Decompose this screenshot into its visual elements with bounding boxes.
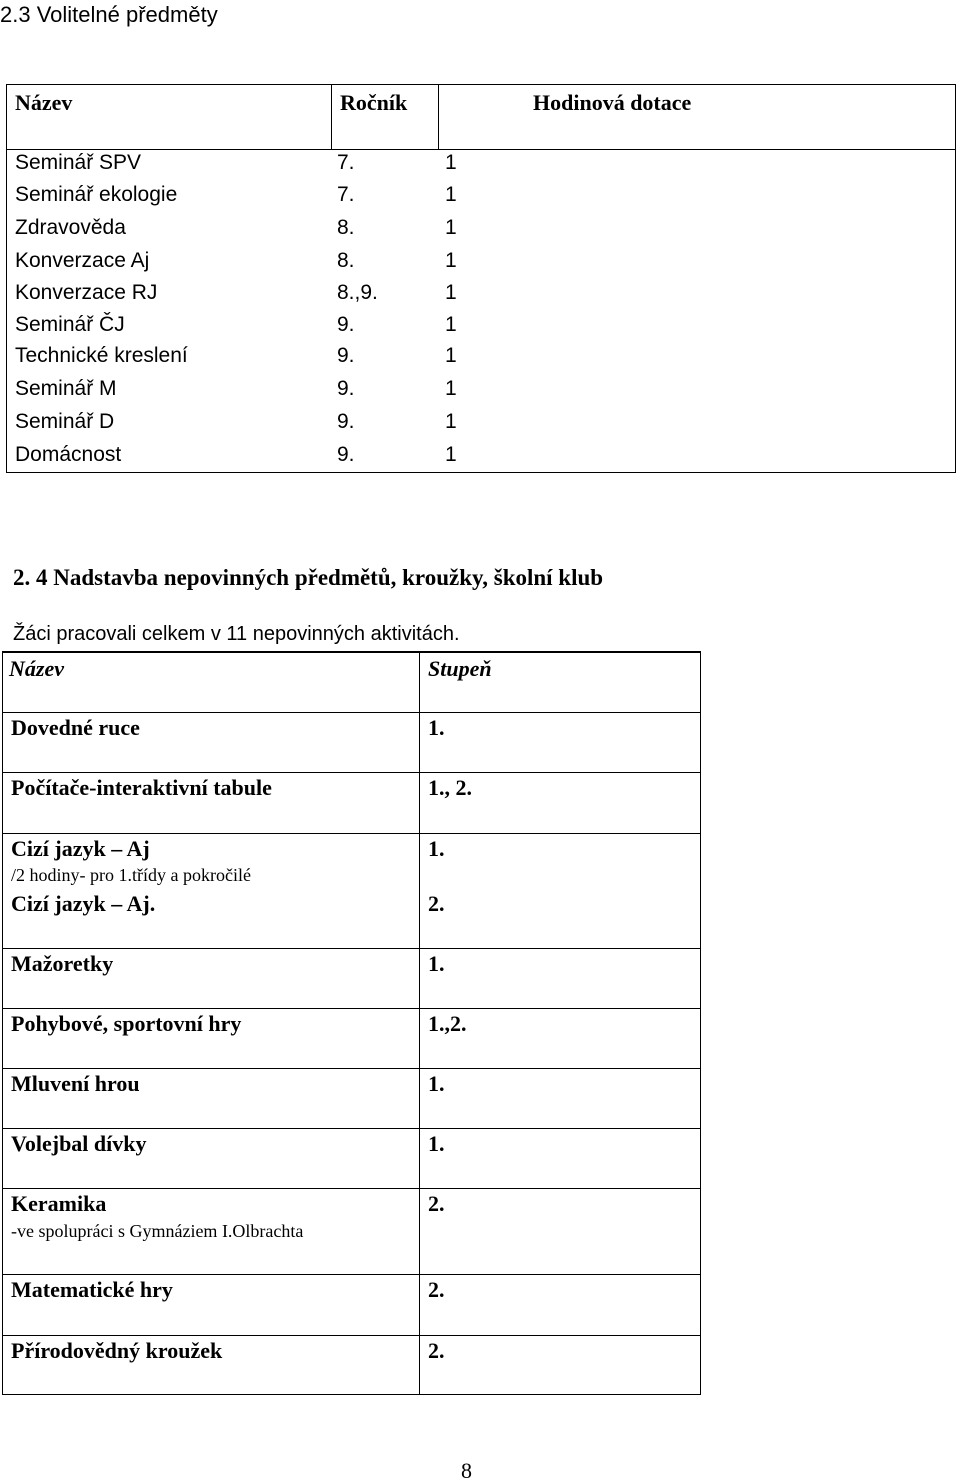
table-row (7, 249, 955, 282)
activity-stage: 1., 2. (428, 775, 472, 800)
subject-grade: 9. (337, 410, 355, 433)
activity-name: Počítače-interaktivní tabule (11, 775, 272, 800)
header-grade: Ročník (340, 90, 408, 115)
activity-stage: 2. (428, 1338, 445, 1363)
subject-name: Seminář SPV (15, 151, 142, 174)
activity-stage: 1.,2. (428, 1011, 467, 1036)
activity-stage: 1. (428, 1071, 445, 1096)
subject-name: Technické kreslení (15, 344, 188, 367)
subject-grade: 9. (337, 377, 355, 400)
activity-name: Matematické hry (11, 1277, 173, 1302)
table-row (3, 1188, 700, 1275)
subject-hours: 1 (445, 281, 457, 304)
subject-name: Zdravověda (15, 216, 126, 239)
subject-hours: 1 (445, 183, 457, 206)
table-row (3, 1274, 700, 1336)
subject-hours: 1 (445, 249, 457, 272)
activity-name: Volejbal dívky (11, 1131, 147, 1156)
activity-name: Cizí jazyk – Aj (11, 836, 150, 861)
subject-hours: 1 (445, 151, 457, 174)
subject-hours: 1 (445, 313, 457, 336)
subject-grade: 8.,9. (337, 281, 378, 304)
subject-grade: 8. (337, 216, 355, 239)
activity-stage: 2. (428, 1191, 445, 1216)
table-row (7, 443, 955, 476)
activity-name: Přírodovědný kroužek (11, 1338, 223, 1363)
activity-name-secondary: Cizí jazyk – Aj. (11, 891, 156, 916)
activity-stage-secondary: 2. (428, 891, 445, 916)
header-name: Název (9, 656, 64, 681)
page-number: 8 (461, 1458, 472, 1483)
header-name: Název (15, 90, 73, 115)
subject-hours: 1 (445, 410, 457, 433)
subject-name: Seminář D (15, 410, 115, 433)
activity-name: Mažoretky (11, 951, 114, 976)
activity-stage: 1. (428, 951, 445, 976)
table-row (3, 833, 700, 949)
table-row (7, 313, 955, 346)
activity-name: Mluvení hrou (11, 1071, 140, 1096)
table-row (7, 377, 955, 410)
column-divider (331, 85, 332, 149)
table-row (3, 772, 700, 834)
subject-name: Seminář ČJ (15, 313, 125, 336)
subject-grade: 9. (337, 313, 355, 336)
table-row (3, 712, 700, 773)
elective-subjects-table (6, 84, 956, 473)
subject-name: Konverzace RJ (15, 281, 158, 304)
header-divider (7, 149, 955, 150)
table-header-row (3, 652, 700, 713)
table-row (3, 1068, 700, 1129)
activity-note: /2 hodiny- pro 1.třídy a pokročilé (11, 865, 251, 885)
activity-name: Dovedné ruce (11, 715, 140, 740)
subject-hours: 1 (445, 377, 457, 400)
activity-stage: 1. (428, 836, 445, 861)
table-row (3, 948, 700, 1009)
column-divider (438, 85, 439, 149)
activity-stage: 1. (428, 715, 445, 740)
subject-hours: 1 (445, 344, 457, 367)
subject-name: Domácnost (15, 443, 122, 466)
subject-grade: 9. (337, 344, 355, 367)
table-row (7, 216, 955, 249)
subject-grade: 7. (337, 151, 355, 174)
subject-name: Konverzace Aj (15, 249, 150, 272)
section-intro: Žáci pracovali celkem v 11 nepovinných aktivitách. (13, 623, 460, 645)
table-row (3, 1335, 700, 1396)
header-stage: Stupeň (428, 656, 492, 681)
activity-note: -ve spolupráci s Gymnáziem I.Olbrachta (11, 1221, 304, 1241)
table-row (3, 1128, 700, 1189)
table-row (3, 1008, 700, 1069)
activity-name: Keramika (11, 1191, 107, 1216)
header-hours: Hodinová dotace (533, 90, 692, 115)
subject-hours: 1 (445, 443, 457, 466)
table-row (7, 151, 955, 184)
subject-name: Seminář ekologie (15, 183, 178, 206)
table-row (7, 281, 955, 314)
table-row (7, 410, 955, 443)
subject-hours: 1 (445, 216, 457, 239)
subject-grade: 8. (337, 249, 355, 272)
activities-table (2, 651, 701, 1395)
table-row (7, 344, 955, 377)
activity-stage: 1. (428, 1131, 445, 1156)
subject-name: Seminář M (15, 377, 117, 400)
table-row (7, 183, 955, 216)
section-heading-elective: 2.3 Volitelné předměty (0, 2, 218, 27)
activity-name: Pohybové, sportovní hry (11, 1011, 242, 1036)
subject-grade: 7. (337, 183, 355, 206)
section-heading-extracurricular: 2. 4 Nadstavba nepovinných předmětů, kroužky, školní klub (13, 565, 604, 590)
activity-stage: 2. (428, 1277, 445, 1302)
subject-grade: 9. (337, 443, 355, 466)
